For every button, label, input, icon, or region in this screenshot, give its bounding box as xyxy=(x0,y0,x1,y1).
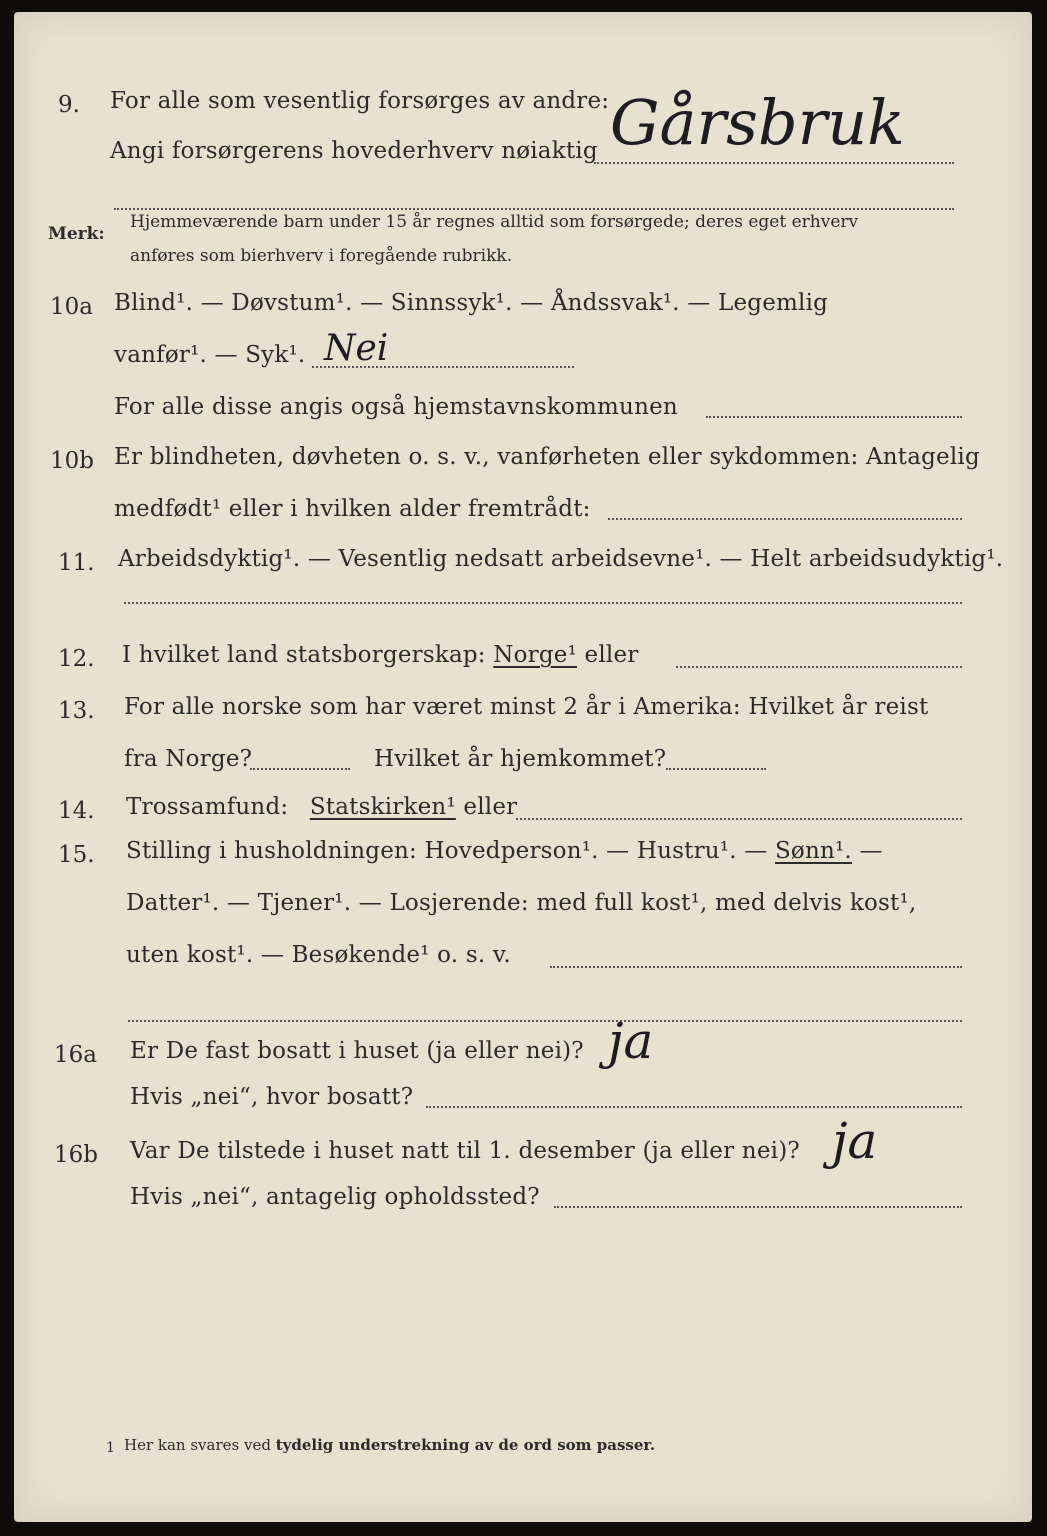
footnote xyxy=(124,1436,655,1454)
q13-number: 13. xyxy=(58,698,95,724)
q12-number: 12. xyxy=(58,646,95,672)
q12-line xyxy=(122,642,638,668)
q16a-number: 16a xyxy=(54,1042,97,1068)
q10a-municipality-line xyxy=(706,416,962,418)
q15-line3: uten kost¹. — Besøkende¹ o. s. v. xyxy=(126,942,511,968)
q9-line1: For alle som vesentlig forsørges av andre: xyxy=(110,88,610,114)
q15-line2: Datter¹. — Tjener¹. — Losjerende: med full kost¹, med delvis kost¹, xyxy=(126,890,917,916)
footnote-bold-text: tydelig understrekning av de ord som passer. xyxy=(275,1436,656,1454)
q14-answer-line xyxy=(516,818,962,820)
q16a-handwritten-answer: ja xyxy=(608,1012,654,1070)
q9-line2: Angi forsørgerens hovederhverv nøiaktig xyxy=(110,138,598,164)
q13-return-line xyxy=(666,768,766,770)
q10b-line2: medfødt¹ eller i hvilken alder fremtrådt: xyxy=(114,496,591,522)
q15-number: 15. xyxy=(58,842,95,868)
q11-line1: Arbeidsdyktig¹. — Vesentlig nedsatt arbeidsevne¹. — Helt arbeidsudyktig¹. xyxy=(118,546,1004,572)
q15-underlined-answer: Sønn¹. xyxy=(774,838,852,864)
q15-extra-line xyxy=(128,1020,962,1022)
q9-extra-line xyxy=(114,208,954,210)
note-line2: anføres som bierhverv i foregående rubrikk. xyxy=(130,246,513,266)
footnote-text: Her kan svares ved xyxy=(124,1436,271,1454)
q9-answer-line xyxy=(594,162,954,164)
q16a-line2: Hvis „nei“, hvor bosatt? xyxy=(130,1084,414,1110)
q15-line1 xyxy=(126,838,883,864)
q16a-answer-line xyxy=(426,1106,962,1108)
q12-question: I hvilket land statsborgerskap: xyxy=(122,642,486,668)
q16b-number: 16b xyxy=(54,1142,98,1168)
q10a-line1: Blind¹. — Døvstum¹. — Sinnssyk¹. — Åndssvak¹. — Legemlig xyxy=(114,290,829,316)
q13-line1: For alle norske som har været minst 2 år i Amerika: Hvilket år reist xyxy=(124,694,929,720)
q10b-answer-line xyxy=(608,518,962,520)
q12-or: eller xyxy=(584,642,639,668)
q15-line1-text: Stilling i husholdningen: Hovedperson¹. — Hustru¹. — xyxy=(126,838,768,864)
q10a-handwritten-answer: Nei xyxy=(324,328,389,369)
q14-line xyxy=(126,794,517,820)
q16b-line2: Hvis „nei“, antagelig opholdssted? xyxy=(130,1184,540,1210)
q10b-number: 10b xyxy=(50,448,94,474)
q13-line2b: Hvilket år hjemkommet? xyxy=(374,746,667,772)
q16b-answer-line xyxy=(554,1206,962,1208)
q10a-number: 10a xyxy=(50,294,93,320)
q14-underlined-answer: Statskirken¹ xyxy=(309,794,456,820)
q12-underlined-answer: Norge¹ xyxy=(493,642,578,668)
q11-answer-line xyxy=(124,602,962,604)
census-form-page xyxy=(14,12,1032,1522)
q15-line1-dash: — xyxy=(859,838,883,864)
q16a-line1: Er De fast bosatt i huset (ja eller nei)? xyxy=(130,1038,584,1064)
q13-departure-line xyxy=(250,768,350,770)
q10b-line1: Er blindheten, døvheten o. s. v., vanførheten eller sykdommen: Antagelig xyxy=(114,444,980,470)
q14-or: eller xyxy=(463,794,518,820)
q10a-answer-line xyxy=(312,366,574,368)
note-label: Merk: xyxy=(48,224,105,244)
q12-answer-line xyxy=(676,666,962,668)
q15-answer-line xyxy=(550,966,962,968)
q9-handwritten-answer: Gårsbruk xyxy=(610,86,905,159)
q9-number: 9. xyxy=(58,92,80,118)
q16b-handwritten-answer: ja xyxy=(832,1112,878,1170)
q10a-line3: For alle disse angis også hjemstavnskommunen xyxy=(114,394,678,420)
q10a-line2: vanfør¹. — Syk¹. xyxy=(114,342,306,368)
q14-question: Trossamfund: xyxy=(126,794,289,820)
q14-number: 14. xyxy=(58,798,95,824)
note-line1: Hjemmeværende barn under 15 år regnes alltid som forsørgede; deres eget erhverv xyxy=(130,212,859,232)
footnote-mark: 1 xyxy=(106,1440,115,1456)
q11-number: 11. xyxy=(58,550,95,576)
q16b-line1: Var De tilstede i huset natt til 1. desember (ja eller nei)? xyxy=(130,1138,800,1164)
q13-line2a: fra Norge? xyxy=(124,746,253,772)
